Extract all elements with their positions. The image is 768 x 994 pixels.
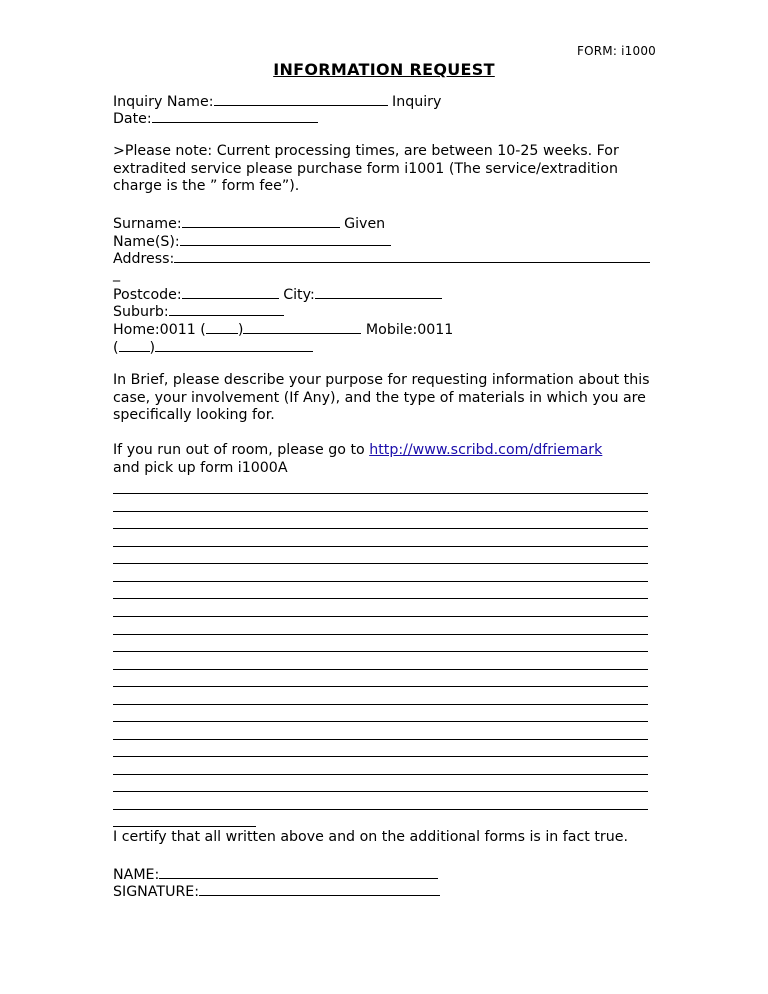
page-title: INFORMATION REQUEST xyxy=(273,60,495,79)
home-phone-label: Home:0011 ( xyxy=(113,322,206,338)
overflow-note xyxy=(113,442,658,477)
signature-label: SIGNATURE: xyxy=(113,884,200,900)
processing-note: >Please note: Current processing times, are between 10-25 weeks. For extradited service please purchase form i1001 (The service/extradition charge is the ” form fee”). xyxy=(113,143,619,194)
writing-line[interactable] xyxy=(113,616,648,617)
writing-line[interactable] xyxy=(113,809,648,810)
inquiry-date-field[interactable] xyxy=(152,108,318,123)
suburb-label: Suburb: xyxy=(113,304,169,320)
address-label: Address: xyxy=(113,251,175,267)
writing-line[interactable] xyxy=(113,651,648,652)
mobile-row xyxy=(113,337,313,358)
writing-line[interactable] xyxy=(113,563,648,564)
mobile-area-code-field[interactable] xyxy=(119,337,150,352)
certification-text: I certify that all written above and on the additional forms is in fact true. xyxy=(113,829,628,845)
writing-line[interactable] xyxy=(113,511,648,512)
writing-line[interactable] xyxy=(113,528,648,529)
mobile-phone-field[interactable] xyxy=(155,337,313,352)
suburb-field[interactable] xyxy=(169,301,284,316)
writing-line[interactable] xyxy=(113,721,648,722)
given-name-field[interactable] xyxy=(180,231,391,246)
purpose-instructions: In Brief, please describe your purpose for requesting information about this case, your involvement (If Any), and the type of materials in which you are specifically looking for. xyxy=(113,372,650,423)
inquiry-date-label-part2: Date: xyxy=(113,111,152,127)
writing-line[interactable] xyxy=(113,598,648,599)
writing-line[interactable] xyxy=(113,756,648,757)
form-code: FORM: i1000 xyxy=(577,44,656,58)
city-label: City: xyxy=(283,287,315,303)
inquiry-date-row xyxy=(113,108,318,129)
signature-row xyxy=(113,881,440,902)
home-phone-field[interactable] xyxy=(243,319,361,334)
signature-field[interactable] xyxy=(199,881,440,896)
writing-line-short[interactable] xyxy=(113,826,256,827)
city-field[interactable] xyxy=(315,284,442,299)
address-field[interactable] xyxy=(174,248,650,263)
writing-line[interactable] xyxy=(113,546,648,547)
writing-line[interactable] xyxy=(113,686,648,687)
postcode-field[interactable] xyxy=(182,284,279,299)
mobile-paren-close: ) xyxy=(149,340,156,356)
writing-line[interactable] xyxy=(113,739,648,740)
writing-line[interactable] xyxy=(113,493,648,494)
mobile-phone-label: Mobile:0011 xyxy=(365,322,454,338)
inquiry-name-field[interactable] xyxy=(214,91,388,106)
home-paren-close: ) xyxy=(237,322,244,338)
mobile-paren-open: ( xyxy=(113,340,119,356)
address-continuation: _ xyxy=(113,266,121,282)
overflow-prefix: If you run out of room, please go to xyxy=(113,442,370,458)
writing-line[interactable] xyxy=(113,634,648,635)
inquiry-date-label-part1: Inquiry xyxy=(392,94,442,110)
writing-line[interactable] xyxy=(113,581,648,582)
surname-label: Surname: xyxy=(113,216,182,232)
overflow-suffix: and pick up form i1000A xyxy=(113,459,288,476)
address-row xyxy=(113,248,650,269)
writing-line[interactable] xyxy=(113,774,648,775)
home-area-code-field[interactable] xyxy=(206,319,238,334)
name-label: NAME: xyxy=(113,867,160,883)
name-field[interactable] xyxy=(159,864,438,879)
scribd-link[interactable]: http://www.scribd.com/dfriemark xyxy=(369,442,603,458)
writing-line[interactable] xyxy=(113,669,648,670)
writing-line[interactable] xyxy=(113,791,648,792)
given-name-label-part2: Name(S): xyxy=(113,234,180,250)
surname-field[interactable] xyxy=(182,213,340,228)
inquiry-name-label: Inquiry Name: xyxy=(113,94,214,110)
given-name-label-part1: Given xyxy=(344,216,386,232)
writing-line[interactable] xyxy=(113,704,648,705)
postcode-label: Postcode: xyxy=(113,287,182,303)
